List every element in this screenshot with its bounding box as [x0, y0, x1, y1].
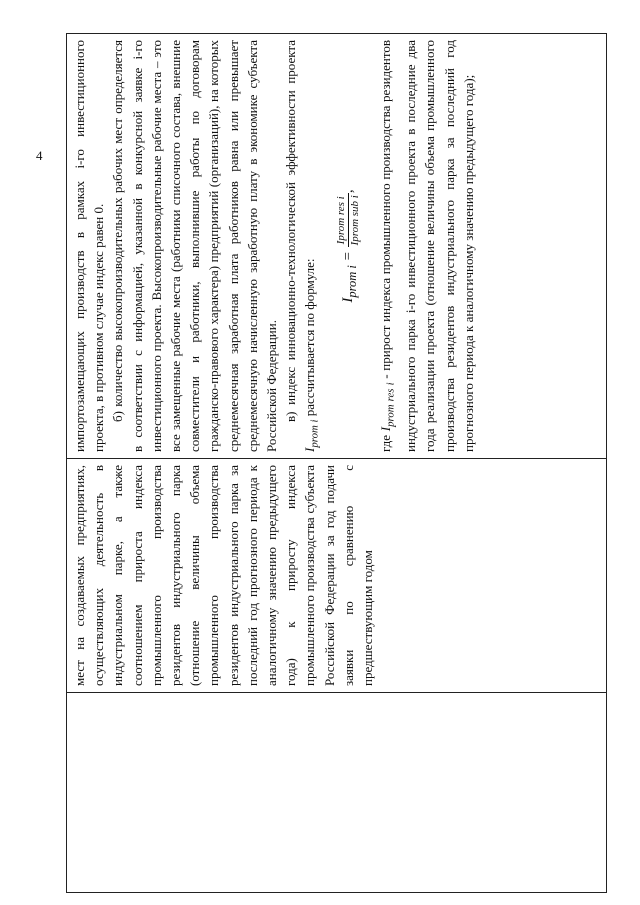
definition-where: где — [378, 434, 394, 452]
formula-lhs: I — [340, 297, 357, 303]
index-subscript: prom i — [309, 419, 322, 448]
rotated-page-content — [66, 33, 607, 893]
formula-lhs-sub: prom i — [345, 265, 360, 298]
definition-symbol: I — [378, 426, 394, 432]
paragraph-definition — [376, 40, 478, 452]
content-table — [66, 33, 607, 893]
table-column-criteria — [67, 458, 606, 692]
table-column-empty — [67, 692, 606, 892]
paragraph-innovation-index — [281, 40, 325, 452]
innovation-index-intro: в) индекс инновационно-технологической эффективности проекта — [283, 40, 299, 422]
innovation-index-outro: рассчитывается по формуле: — [302, 258, 318, 417]
formula-comma: , — [340, 189, 357, 194]
paragraph-import-substitution: импортозамещающих производств в рамках i-го инвестиционного проекта, в противном случае индекс равен 0. — [72, 40, 107, 452]
table-column-description — [67, 34, 606, 458]
page-number: 4 — [36, 148, 43, 163]
formula-numerator: Iprom res i — [335, 193, 349, 247]
index-symbol: I — [302, 447, 318, 452]
criteria-text: мест на создаваемых предприятиях, осуществляющих деятельность в индустриальном парке, а также соотношением прироста индекса промышленного производства резидентов индустриального парка (отношение величины объема промышленного производства резидентов индустриального парка за последний год прогнозного периода к аналогичному значению предыдущего года) к приросту индекса промышленного производства субъекта Российской Федерации за год подачи заявки по сравнению с предшествующим годом — [72, 465, 376, 686]
definition-subscript: prom res i — [384, 382, 397, 427]
definition-text: - прирост индекса промышленного производства резидентов индустриального парка i-го инвестиционного проекта в последние два года реализации проекта (отношение величины объема промышленного производства резидентов индустриального парка за последний год прогнозного периода к аналогичному значению предыдущего года); — [378, 39, 476, 452]
formula-fraction — [335, 193, 362, 247]
formula-denominator: Iprom sub i — [349, 195, 362, 246]
formula-equals: = — [340, 251, 357, 262]
paragraph-high-productivity-jobs: б) количество высокопроизводительных рабочих мест определяется в соответствии с информацией, указанной в конкурсной заявке i-го инвестиционного проекта. Высокопроизводительные рабочие места – это все замещенные рабочие места (работники списочного состава, внешние совместители и работники, выполнившие работы по договорам гражданско-правового характера) предприятий (организаций), на которых среднемесячная заработная плата работников равна или превышает среднемесячную начисленную заработную плату в экономике субъекта Российской Федерации. — [110, 40, 280, 452]
formula — [335, 40, 362, 452]
